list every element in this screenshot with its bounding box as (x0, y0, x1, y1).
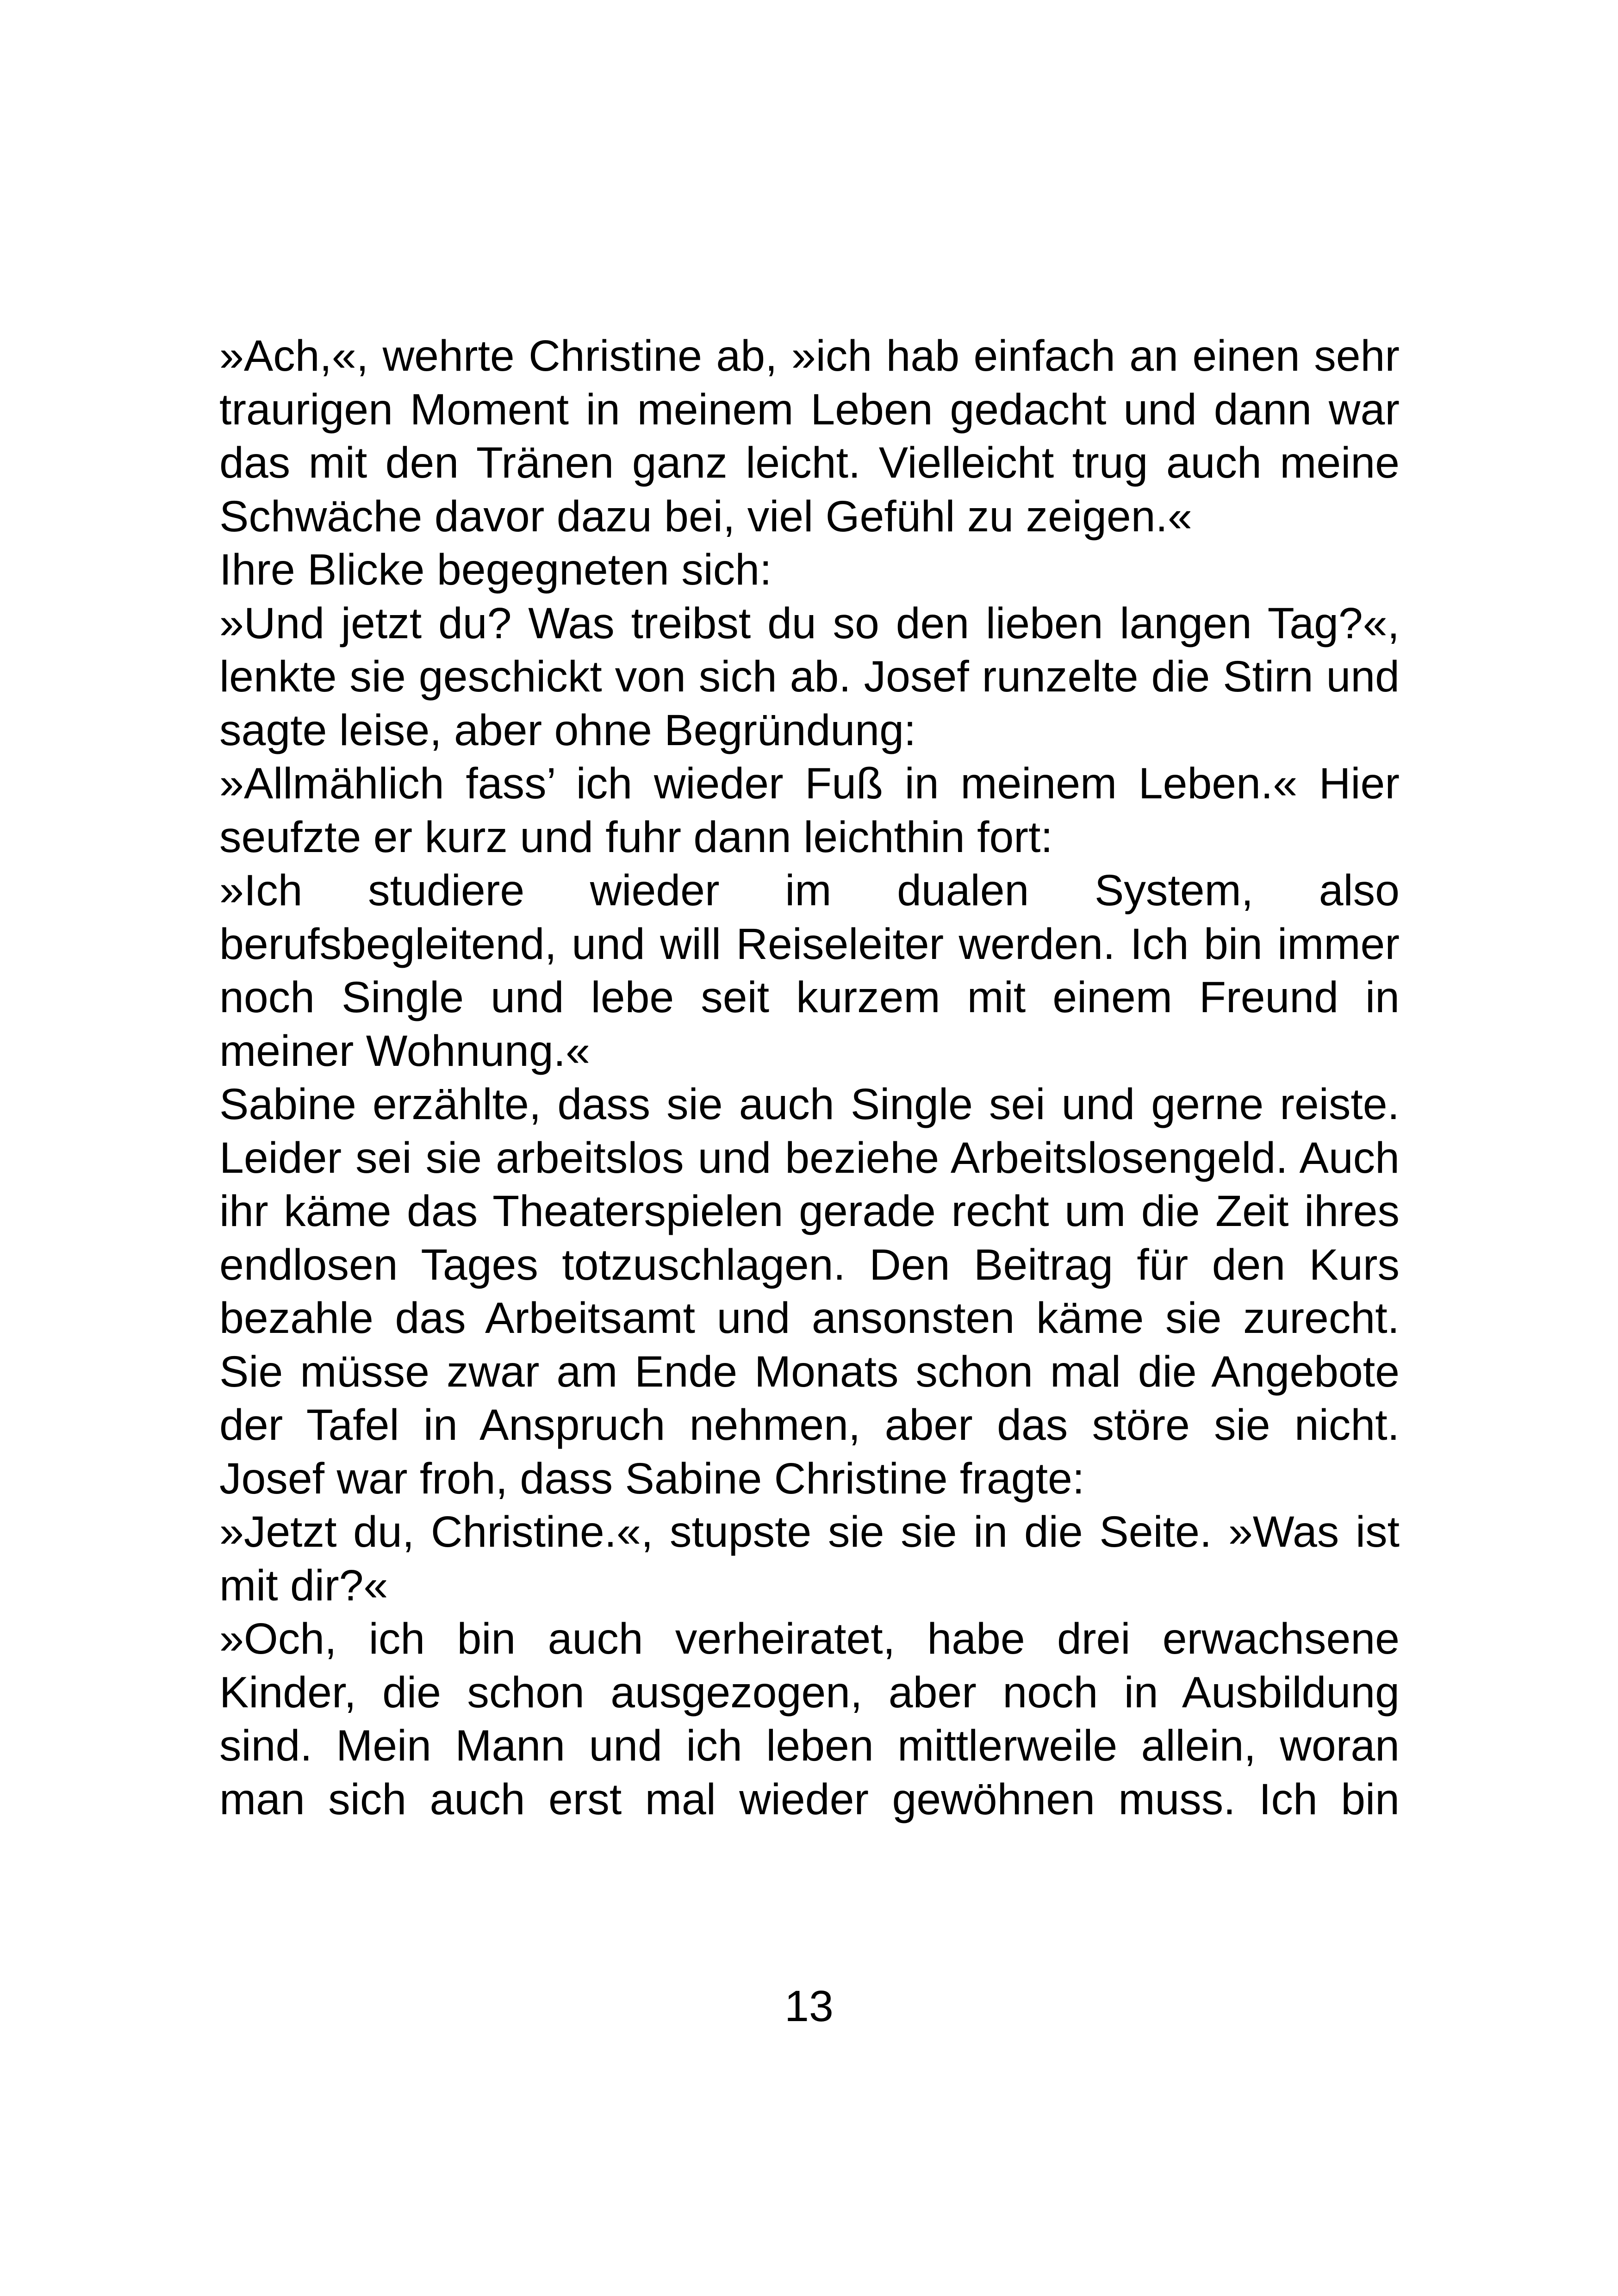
paragraph-josef-footing: »Allmählich fass’ ich wieder Fuß in meinem Leben.« Hier seufzte er kurz und fuhr dann leichthin fort: (219, 759, 1400, 862)
paragraph-christine-tears: »Ach,«, wehrte Christine ab, »ich hab einfach an einen sehr traurigen Moment in meinem Leben gedacht und dann war das mit den Tränen ganz leicht. Vielleicht trug auch meine Schwäche davor dazu bei, viel Gefühl zu zeigen.« (219, 331, 1400, 541)
paragraph-sabine: Sabine erzählte, dass sie auch Single sei und gerne reiste. Leider sei sie arbeitslos und beziehe Arbeitslosengeld. Auch ihr käme das Theaterspielen gerade recht um die Zeit ihres endlosen Tages totzuschlagen. Den Beitrag für den Kurs bezahle das Arbeitsamt und ansonsten käme sie zurecht. Sie müsse zwar am Ende Monats schon mal die Angebote der Tafel in Anspruch nehmen, aber das störe sie nicht. Josef war froh, dass Sabine Christine fragte: (219, 1080, 1400, 1503)
paragraph-question-to-josef: »Und jetzt du? Was treibst du so den lieben langen Tag?«, lenkte sie geschickt von sich ab. Josef runzelte die Stirn und sagte leise, aber ohne Begründung: (219, 598, 1400, 755)
paragraph-christine-family: »Och, ich bin auch verheiratet, habe drei erwachsene Kinder, die schon ausgezogen, aber noch in Ausbildung sind. Mein Mann und ich leben mittlerweile allein, woran man sich auch erst mal wieder gewöhnen muss. Ich bin (219, 1614, 1400, 1824)
paragraph-question-to-christine: »Jetzt du, Christine.«, stupste sie sie in die Seite. »Was ist mit dir?« (219, 1507, 1400, 1610)
page-number: 13 (784, 1982, 834, 2031)
body-text (219, 330, 1400, 1826)
paragraph-glances: Ihre Blicke begegneten sich: (219, 545, 772, 594)
paragraph-josef-studies: »Ich studiere wieder im dualen System, also berufsbegleitend, und will Reiseleiter werden. Ich bin immer noch Single und lebe seit kurzem mit einem Freund in meiner Wohnung.« (219, 866, 1400, 1076)
